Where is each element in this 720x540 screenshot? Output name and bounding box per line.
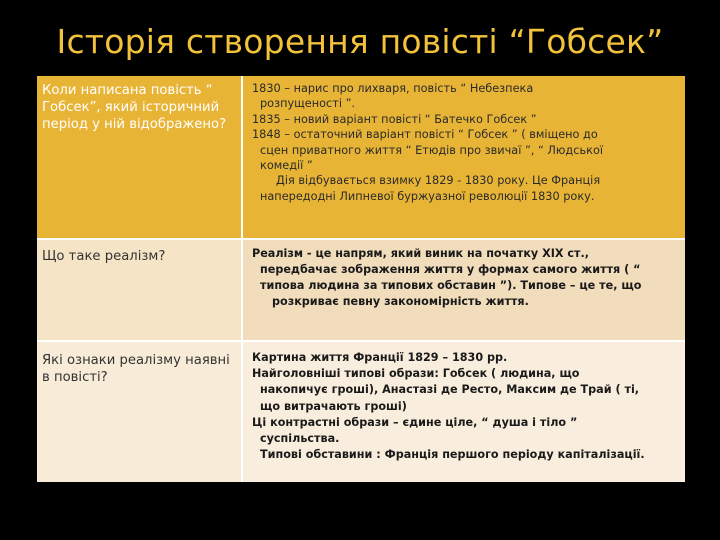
slide-title: Історія створення повісті “Гобсек” [56,22,664,61]
answer-line: напередодні Липневої буржуазної революції 1830 року. [260,189,595,203]
answer-cell [241,342,685,482]
answer-line: Дія відбувається взимку 1829 - 1830 року. Це Франція [276,174,601,188]
question-cell [37,342,241,482]
answer-cell [241,76,685,238]
answer-line: передбачає зображення життя у формах самого життя ( “ [260,263,641,276]
answer-line: комедії ” [260,159,313,173]
answer-line: Ці контрастні образи – єдине ціле, “ душа і тіло ” [252,415,578,429]
answer-line: розпущеності ”. [260,97,356,111]
answer-line: суспільства. [260,432,340,446]
answer-cell [241,240,685,340]
answer-line: сцен приватного життя “ Етюдів про звичаї ”, “ Людської [260,143,603,157]
question-cell [37,240,241,340]
table-row [37,76,685,238]
question-text: Які ознаки реалізму наявні в повісті? [42,353,230,385]
question-text: Що таке реалізм? [42,249,166,264]
answer-line: розкриває певну закономірність життя. [272,295,529,308]
question-text: Коли написана повість “ Гобсек”, який історичний період у ній відображено? [42,83,227,132]
table-row [37,238,685,340]
answer-line: 1848 – остаточний варіант повісті “ Гобсек ” ( вміщено до [252,128,598,142]
question-cell [37,76,241,238]
answer-line: 1830 – нарис про лихваря, повість “ Небезпека [252,82,534,95]
info-table [37,76,685,482]
answer-line: Реалізм - це напрям, який виник на початку XIX ст., [252,247,590,260]
answer-line: накопичує гроші), Анастазі де Ресто, Максим де Трай ( ті, [260,383,640,397]
answer-line: типова людина за типових обставин ”). Типове – це те, що [260,279,642,292]
answer-line: що витрачають гроші) [260,399,407,413]
answer-line: Найголовніші типові образи: Гобсек ( людина, що [252,367,580,381]
answer-line: Картина життя Франції 1829 – 1830 рр. [252,351,508,364]
answer-line: 1835 – новий варіант повісті “ Батечко Гобсек ” [252,112,537,126]
answer-line: Типові обставини : Франція першого періоду капіталізації. [260,448,645,462]
table-row [37,340,685,482]
